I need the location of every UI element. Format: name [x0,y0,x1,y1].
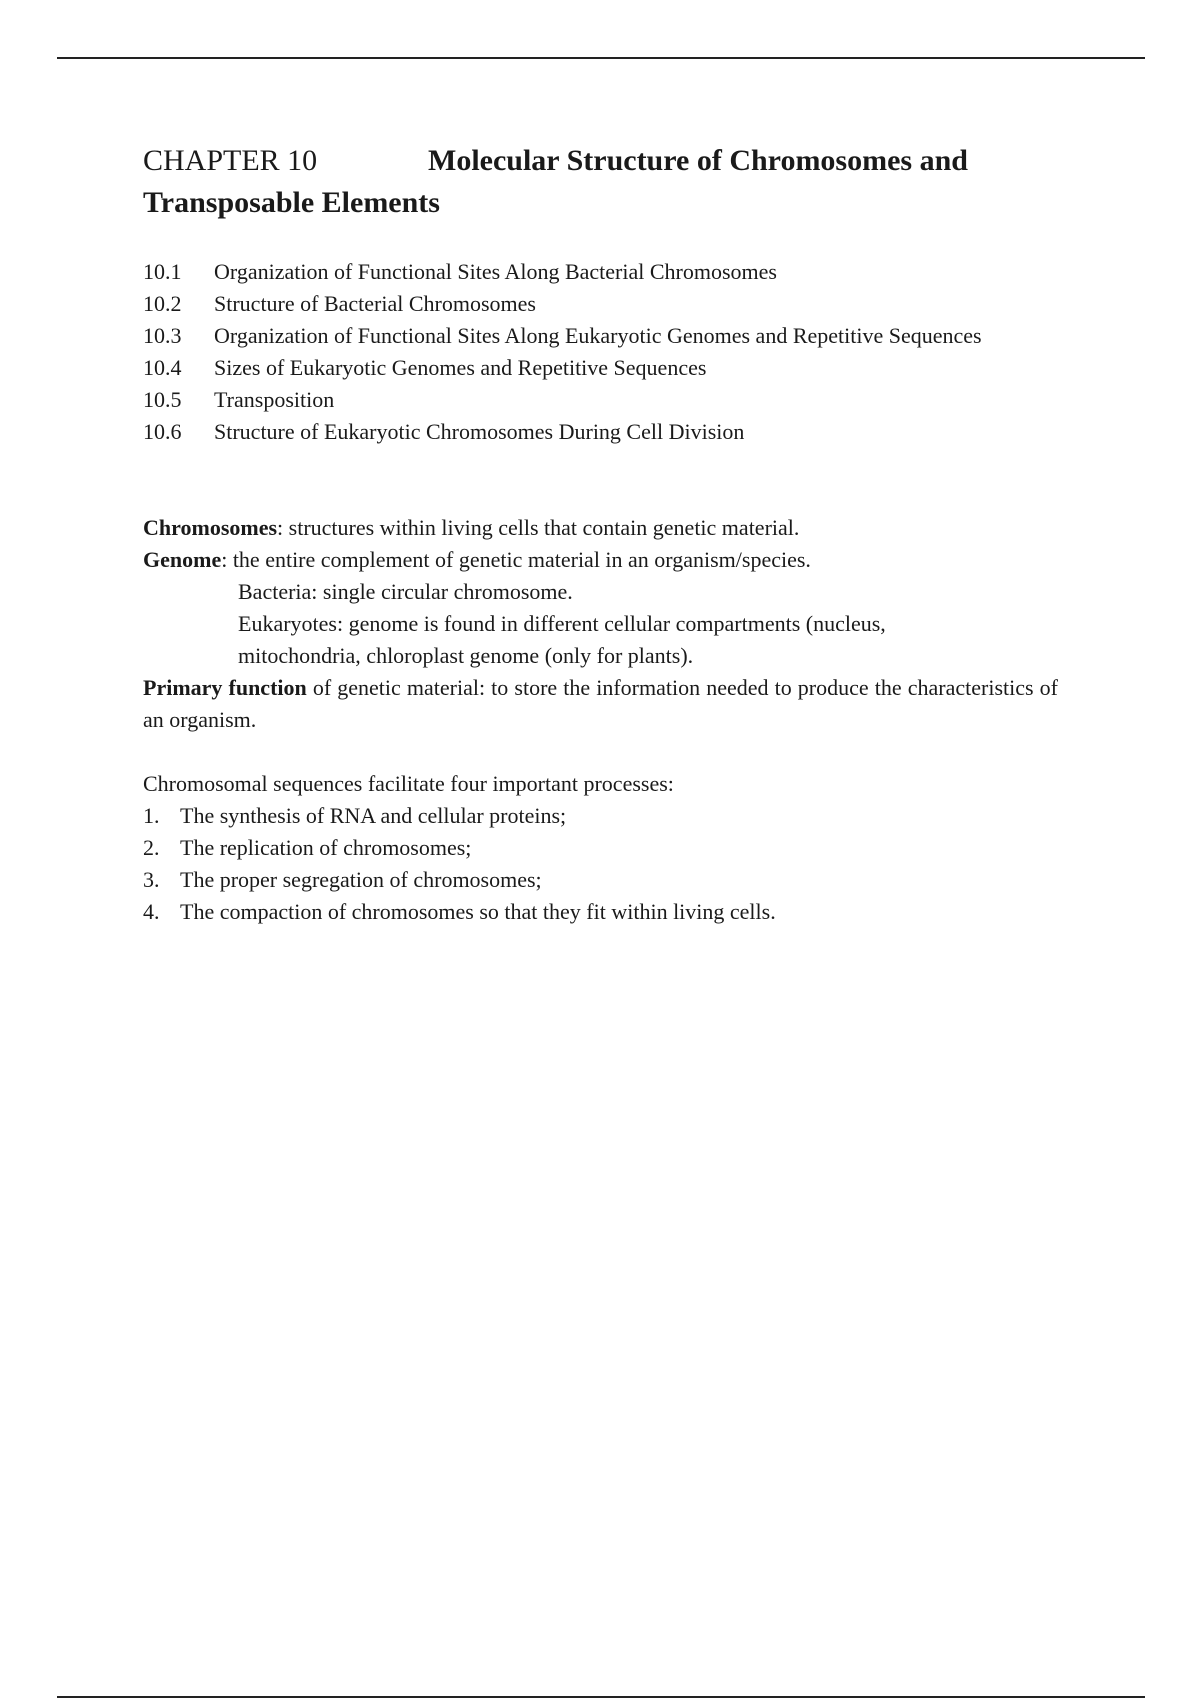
bacteria-note: Bacteria: single circular chromosome. [238,579,573,604]
process-item [143,832,1058,864]
genome-definition [143,544,1058,576]
process-item [143,864,1058,896]
chromosomes-term: Chromosomes [143,515,278,540]
toc-item-text: Structure of Eukaryotic Chromosomes During Cell Division [214,419,745,444]
process-item [143,800,1058,832]
eukaryotes-note-line1: Eukaryotes: genome is found in different cellular compartments (nucleus, [238,611,886,636]
toc-item-number: 10.3 [143,323,182,348]
eukaryotes-note-line2: mitochondria, chloroplast genome (only for plants). [238,643,694,668]
chapter-title: Molecular Structure of Chromosomes and Transposable Elements [143,144,968,219]
genome-term: Genome [143,547,222,572]
toc-item-number: 10.4 [143,355,182,380]
toc-item-number: 10.1 [143,259,182,284]
toc-item-text: Organization of Functional Sites Along Eukaryotic Genomes and Repetitive Sequences [214,323,982,348]
toc-item [143,384,1058,416]
process-item-text: The compaction of chromosomes so that they fit within living cells. [180,899,776,924]
bottom-rule [57,1696,1145,1698]
process-item-text: The synthesis of RNA and cellular proteins; [180,803,567,828]
toc-item [143,416,1058,448]
definitions [143,512,1058,736]
toc-item-text: Sizes of Eukaryotic Genomes and Repetitive Sequences [214,355,707,380]
toc-item-number: 10.6 [143,419,182,444]
process-item-number: 2. [143,835,160,860]
toc-item-text: Transposition [214,387,335,412]
toc-item-text: Organization of Functional Sites Along Bacterial Chromosomes [214,259,777,284]
processes-section [143,768,1058,928]
primary-function-term: Primary function [143,675,307,700]
toc-item [143,320,1058,352]
toc-item [143,256,1058,288]
toc-item [143,352,1058,384]
process-item-number: 4. [143,899,160,924]
chromosomes-definition [143,512,1058,544]
process-item-number: 3. [143,867,160,892]
toc-item-text: Structure of Bacterial Chromosomes [214,291,536,316]
toc-item-number: 10.5 [143,387,182,412]
top-rule [57,57,1145,59]
toc-item [143,288,1058,320]
primary-function-definition [143,672,1058,736]
process-item-text: The replication of chromosomes; [180,835,472,860]
toc-item-number: 10.2 [143,291,182,316]
primary-function-text: of genetic material: to store the information needed to produce the characteristics of an organism. [143,675,1058,732]
chapter-heading [143,140,1058,224]
page-content [143,140,1058,928]
genome-text: : the entire complement of genetic material in an organism/species. [221,547,811,572]
process-item-text: The proper segregation of chromosomes; [180,867,542,892]
section-list [143,256,1058,448]
chapter-number: CHAPTER 10 [143,144,318,177]
process-item-number: 1. [143,803,160,828]
process-item [143,896,1058,928]
processes-intro: Chromosomal sequences facilitate four important processes: [143,771,674,796]
chromosomes-text: : structures within living cells that contain genetic material. [277,515,800,540]
